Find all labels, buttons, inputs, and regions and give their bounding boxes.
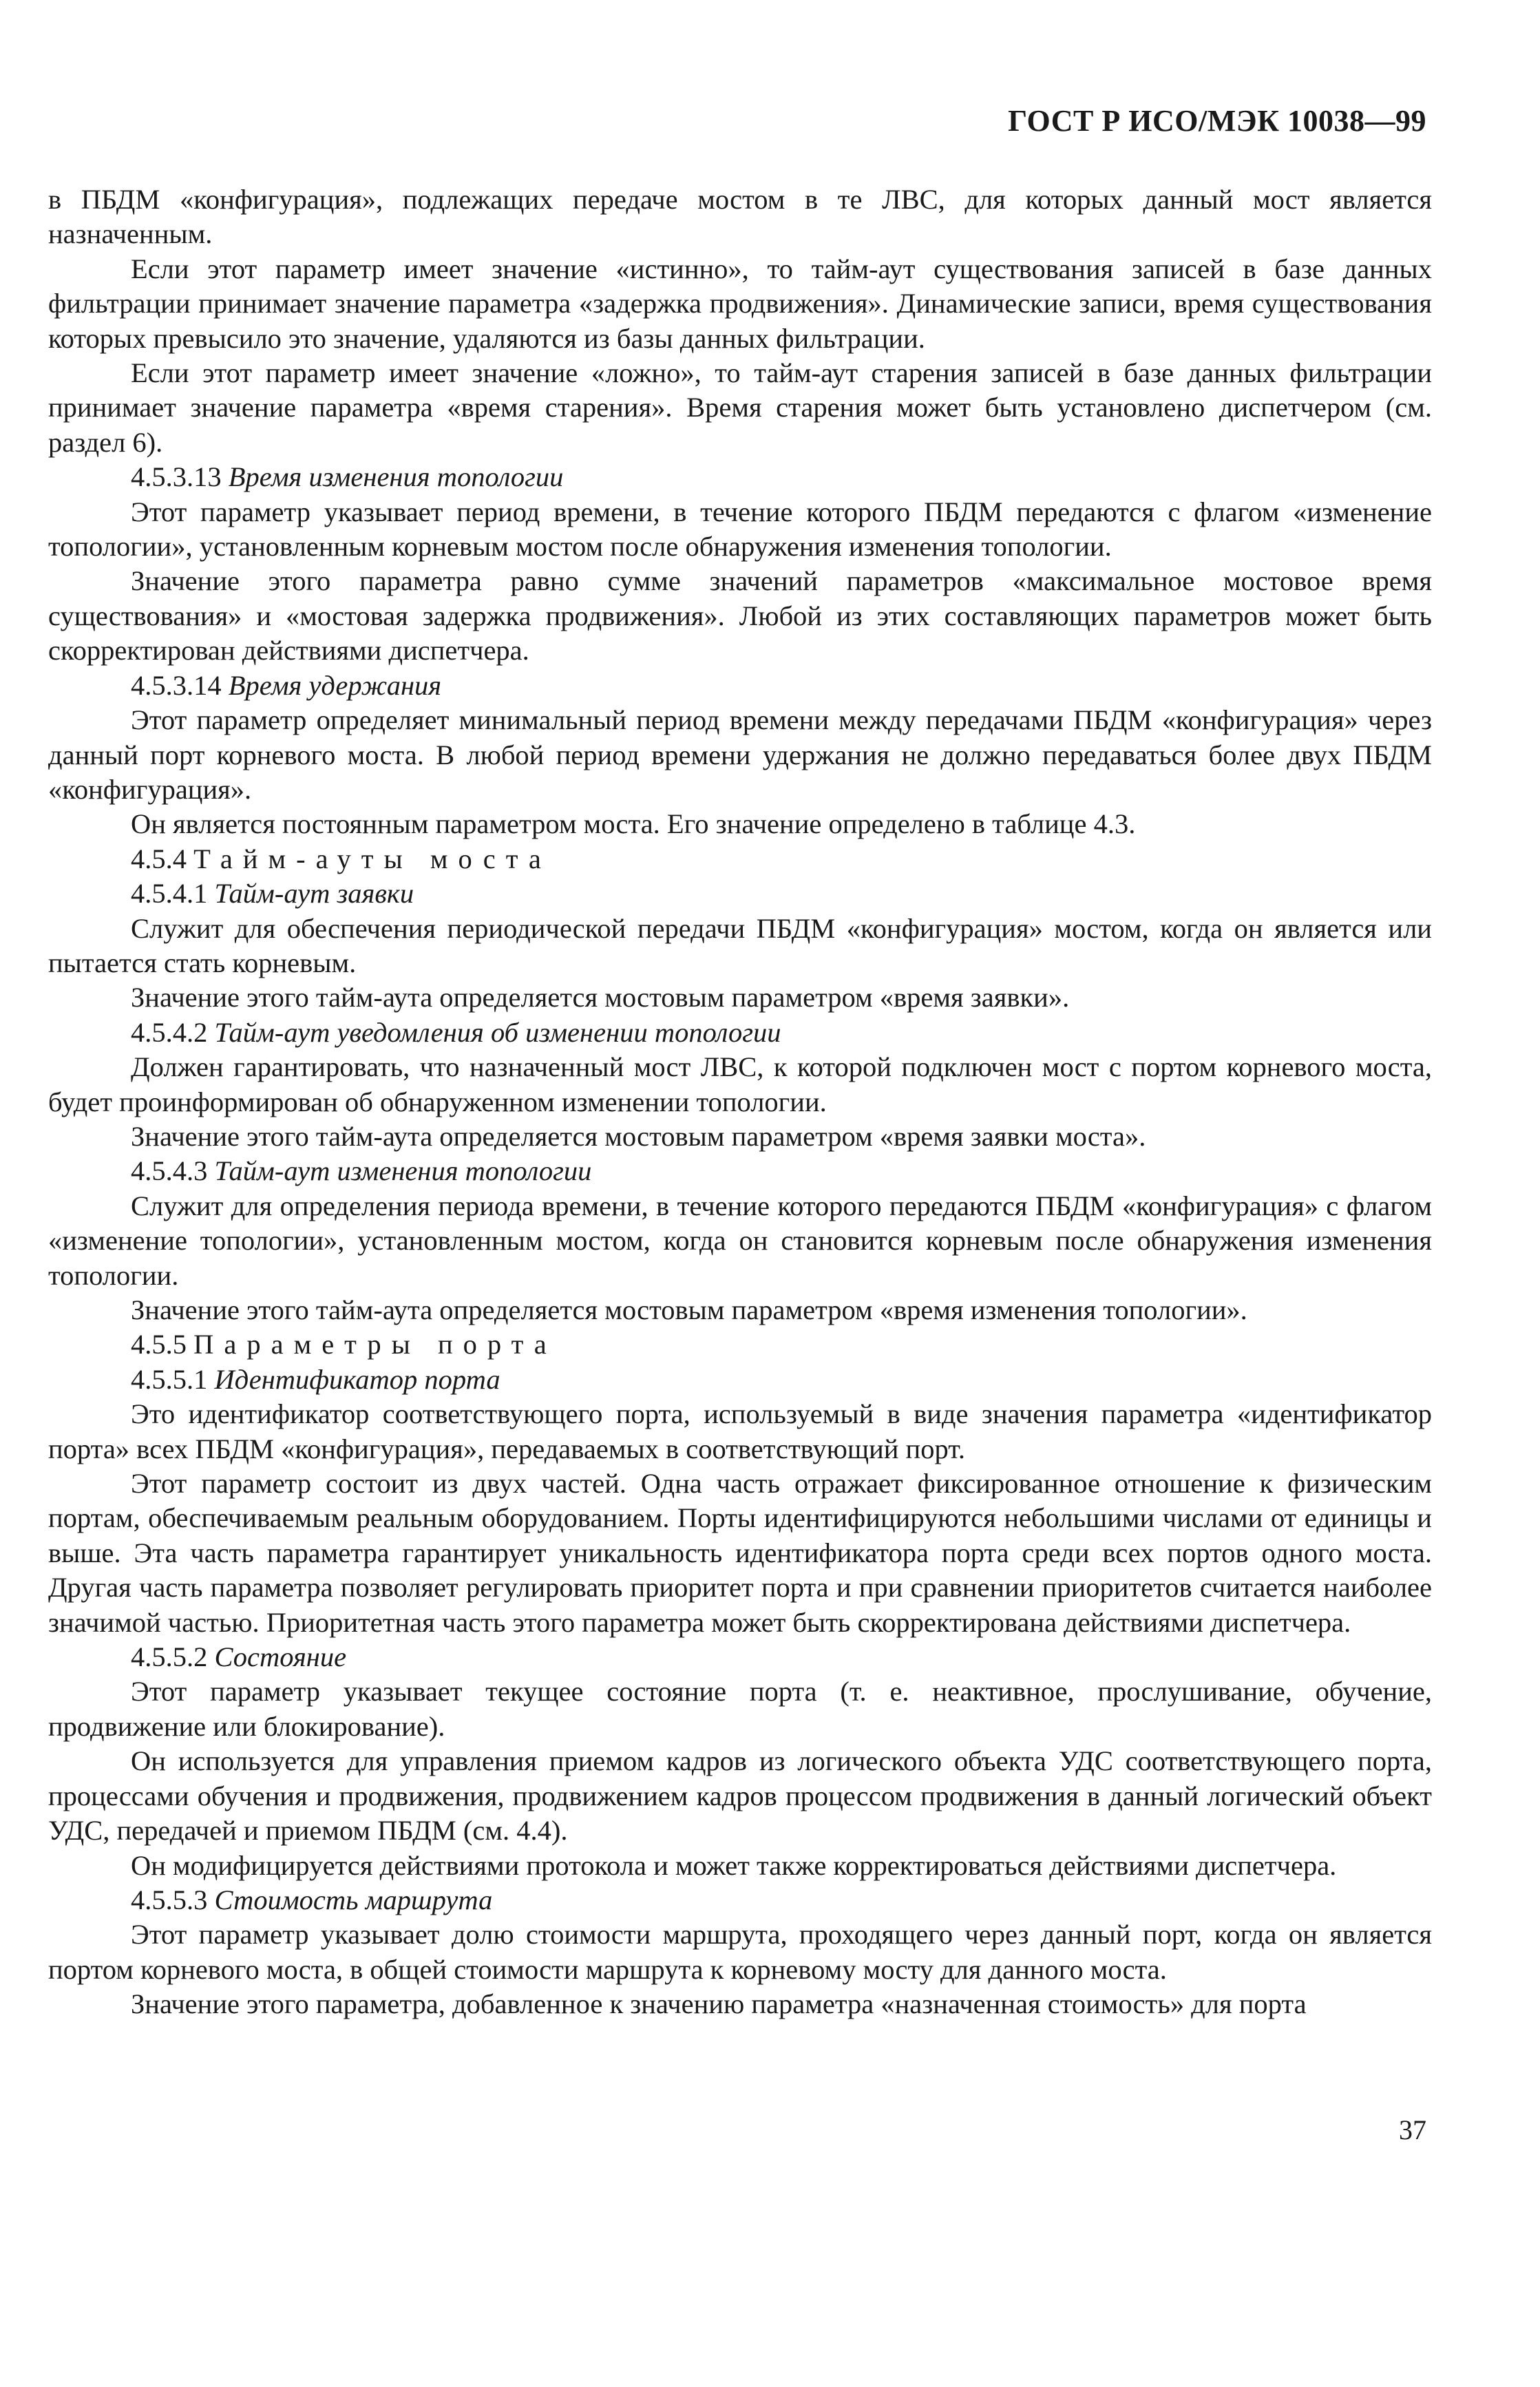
section-heading-4-5-4 xyxy=(48,842,1432,876)
section-heading-4-5-5-3 xyxy=(48,1883,1432,1917)
paragraph: Он модифицируется действиями протокола и может также корректироваться действиями диспетчера. xyxy=(131,1849,1337,1881)
section-number: 4.5.4.2 xyxy=(131,1016,208,1048)
paragraph: Значение этого тайм-аута определяется мостовым параметром «время заявки моста». xyxy=(131,1120,1146,1152)
paragraph: Значение этого тайм-аута определяется мостовым параметром «время заявки». xyxy=(131,982,1070,1013)
section-number: 4.5.5.3 xyxy=(131,1884,208,1915)
section-number: 4.5.5.2 xyxy=(131,1641,208,1673)
paragraph: Он используется для управления приемом кадров из логического объекта УДС соответствующего порта, процессами обучения и продвижения, продвижением кадров процессом продвижения в данный логический объект УДС, передачей и приемом ПБДМ (см. 4.4). xyxy=(48,1745,1432,1847)
paragraph: Служит для определения периода времени, в течение которого передаются ПБДМ «конфигурация» с флагом «изменение топологии», установленным мостом, когда он становится корневым после обнаружения изменения топологии. xyxy=(48,1190,1432,1291)
section-number: 4.5.3.13 xyxy=(131,461,222,493)
section-title: Идентификатор порта xyxy=(214,1363,500,1395)
paragraph: Этот параметр указывает текущее состояние порта (т. е. неактивное, прослушивание, обучение, продвижение или блокирование). xyxy=(48,1676,1432,1742)
paragraph: Значение этого параметра, добавленное к значению параметра «назначенная стоимость» для порта xyxy=(131,1988,1307,2020)
section-number: 4.5.4.3 xyxy=(131,1155,208,1187)
section-heading-4-5-5 xyxy=(48,1327,1432,1362)
paragraph: Служит для обеспечения периодической передачи ПБДМ «конфигурация» мостом, когда он является или пытается стать корневым. xyxy=(48,912,1432,978)
paragraph: Значение этого тайм-аута определяется мостовым параметром «время изменения топологии». xyxy=(131,1294,1247,1325)
section-number: 4.5.3.14 xyxy=(131,669,222,701)
document-body xyxy=(48,182,1432,2022)
section-number: 4.5.5 xyxy=(131,1329,187,1360)
paragraph: Этот параметр указывает период времени, в течение которого ПБДМ передаются с флагом «изменение топологии», установленным корневым мостом после обнаружения изменения топологии. xyxy=(48,496,1432,562)
paragraph: Этот параметр определяет минимальный период времени между передачами ПБДМ «конфигурация» через данный порт корневого моста. В любой период времени удержания не должно передаваться более двух ПБДМ «конфигурация». xyxy=(48,704,1432,805)
section-number: 4.5.4 xyxy=(131,843,187,874)
paragraph: Должен гарантировать, что назначенный мост ЛВС, к которой подключен мост с портом корневого моста, будет проинформирован об обнаруженном изменении топологии. xyxy=(48,1051,1432,1117)
page-number: 37 xyxy=(1399,2114,1426,2145)
section-title: Время удержания xyxy=(228,669,442,701)
section-heading-4-5-5-2 xyxy=(48,1640,1432,1674)
section-heading-4-5-4-3 xyxy=(48,1154,1432,1188)
paragraph: в ПБДМ «конфигурация», подлежащих передаче мостом в те ЛВС, для которых данный мост является назначенным. xyxy=(48,184,1432,250)
section-heading-4-5-5-1 xyxy=(48,1363,1432,1397)
section-heading-4-5-4-2 xyxy=(48,1016,1432,1050)
section-title: Тайм-аут изменения топологии xyxy=(214,1155,592,1187)
section-title: Состояние xyxy=(214,1641,347,1673)
section-heading-4-5-4-1 xyxy=(48,876,1432,911)
paragraph: Он является постоянным параметром моста. Его значение определено в таблице 4.3. xyxy=(131,808,1136,840)
section-heading-4-5-3-13 xyxy=(48,460,1432,494)
section-title: Тайм-аут уведомления об изменении топологии xyxy=(214,1016,781,1048)
section-title: Тайм-ауты моста xyxy=(193,843,551,874)
section-number: 4.5.5.1 xyxy=(131,1363,208,1395)
section-title: Время изменения топологии xyxy=(228,461,564,493)
paragraph: Этот параметр указывает долю стоимости маршрута, проходящего через данный порт, когда он является портом корневого моста, в общей стоимости маршрута к корневому мосту для данного моста. xyxy=(48,1919,1432,1985)
paragraph: Если этот параметр имеет значение «истинно», то тайм-аут существования записей в базе данных фильтрации принимает значение параметра «задержка продвижения». Динамические записи, время существования которых превысило это значение, удаляются из базы данных фильтрации. xyxy=(48,253,1432,354)
paragraph: Этот параметр состоит из двух частей. Одна часть отражает фиксированное отношение к физическим портам, обеспечиваемым реальным оборудованием. Порты идентифицируются небольшими числами от единицы и выше. Эта часть параметра гарантирует уникальность идентификатора порта среди всех портов одного моста. Другая часть параметра позволяет регулировать приоритет порта и при сравнении приоритетов считается наиболее значимой частью. Приоритетная часть этого параметра может быть скорректирована действиями диспетчера. xyxy=(48,1468,1432,1638)
section-title: Стоимость маршрута xyxy=(214,1884,493,1915)
section-heading-4-5-3-14 xyxy=(48,669,1432,703)
paragraph: Если этот параметр имеет значение «ложно», то тайм-аут старения записей в базе данных фильтрации принимает значение параметра «время старения». Время старения может быть установлено диспетчером (см. раздел 6). xyxy=(48,357,1432,458)
section-number: 4.5.4.1 xyxy=(131,878,208,909)
page-header-standard: ГОСТ Р ИСО/МЭК 10038—99 xyxy=(1008,104,1426,138)
section-title: Тайм-аут заявки xyxy=(214,878,414,909)
paragraph: Это идентификатор соответствующего порта, используемый в виде значения параметра «идентификатор порта» всех ПБДМ «конфигурация», передаваемых в соответствующий порт. xyxy=(48,1398,1432,1464)
section-title: Параметры порта xyxy=(193,1329,557,1360)
paragraph: Значение этого параметра равно сумме значений параметров «максимальное мостовое время существования» и «мостовая задержка продвижения». Любой из этих составляющих параметров может быть скорректирован действиями диспетчера. xyxy=(48,565,1432,666)
